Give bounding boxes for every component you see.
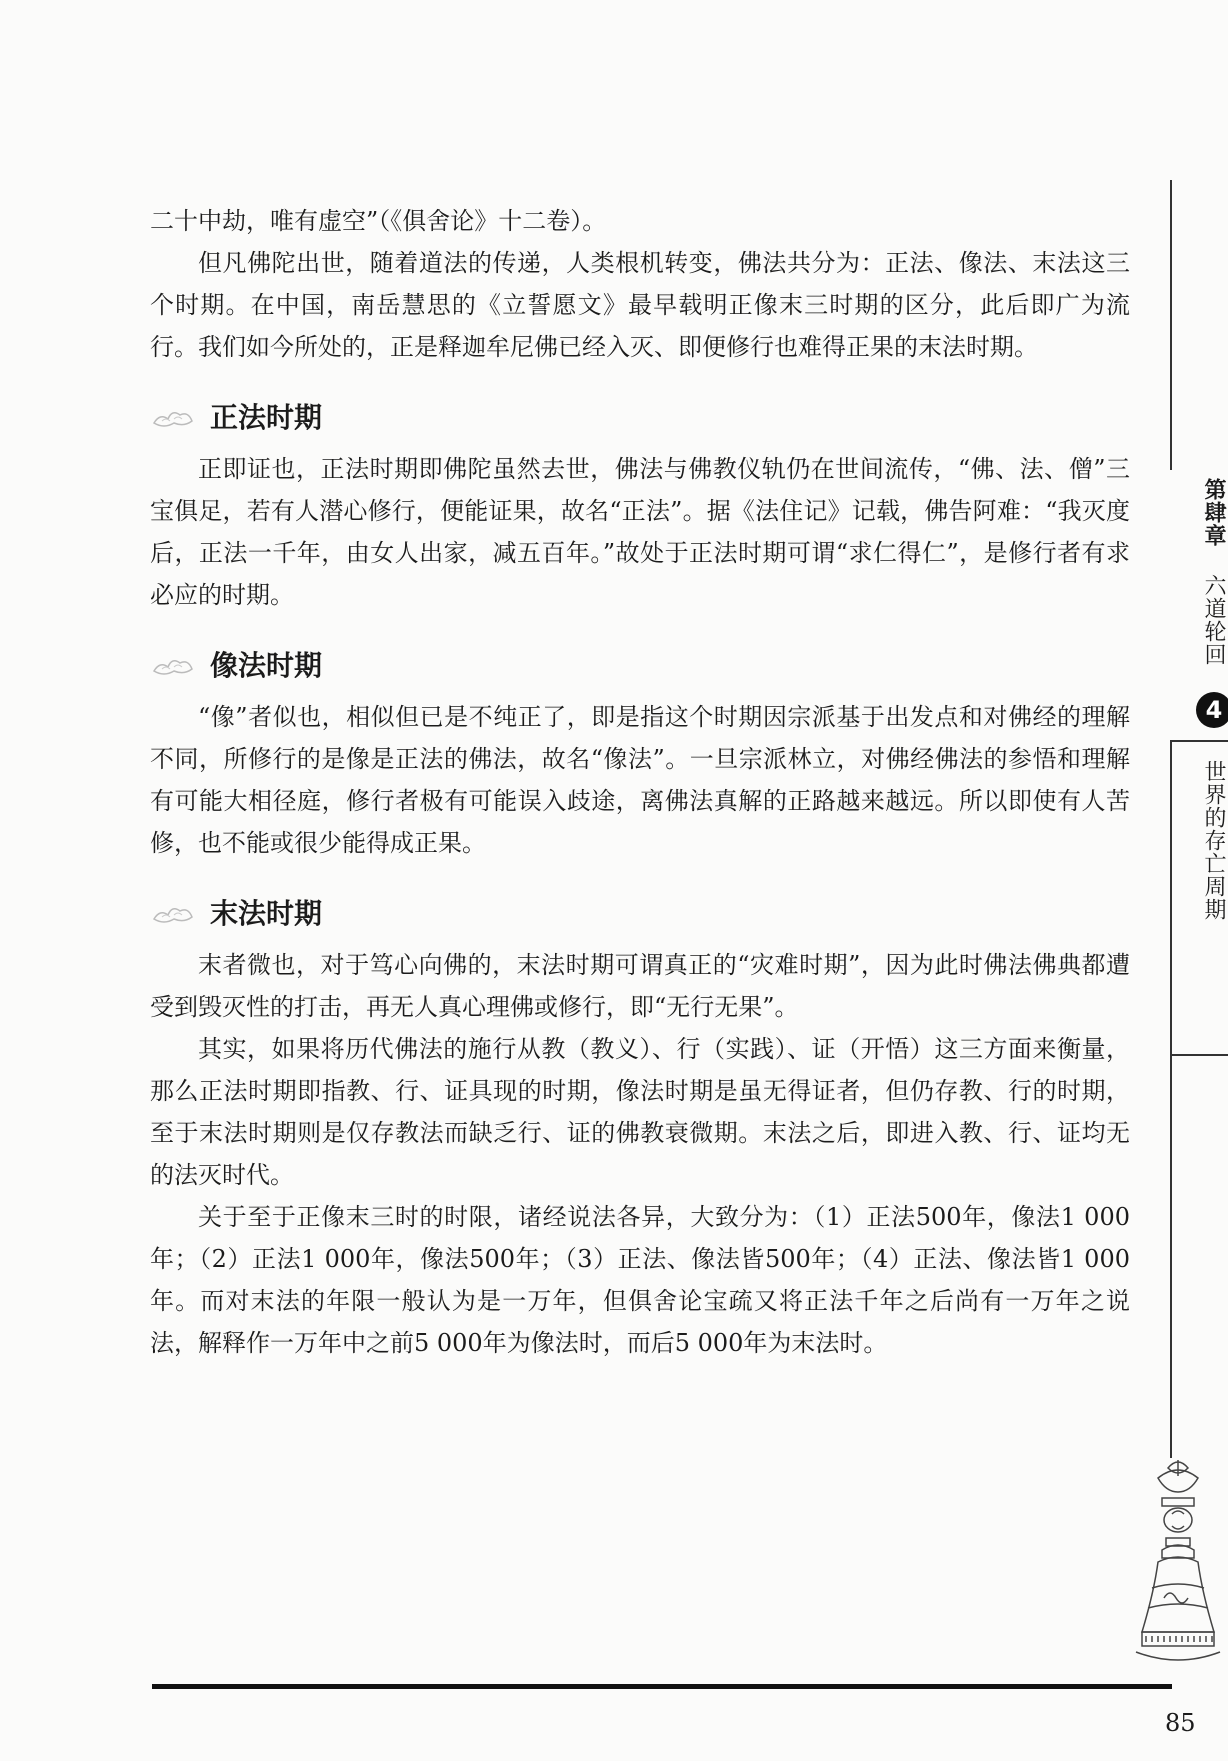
cloud-ornament-icon xyxy=(150,897,198,927)
section-heading-zhengfa xyxy=(150,394,1130,438)
intro-paragraph-1: 二十中劫，唯有虚空”（《俱舍论》十二卷）。 xyxy=(150,207,607,235)
section-paragraph: 正即证也，正法时期即佛陀虽然去世，佛法与佛教仪轨仍在世间流传，“佛、法、僧”三宝俱足，若有人潜心修行，便能证果，故名“正法”。据《法住记》记载，佛告阿难：“我灭度后，正法一千年，由女人出家，减五百年。”故处于正法时期可谓“求仁得仁”，是修行者有求必应的时期。 xyxy=(150,455,1130,609)
vajra-bell-icon xyxy=(1128,1458,1228,1678)
main-content xyxy=(150,200,1130,1364)
side-rule-middle xyxy=(1170,740,1172,1066)
section-heading-xiangfa xyxy=(150,642,1130,686)
cloud-ornament-icon xyxy=(150,401,198,431)
chapter-number-badge: 4 xyxy=(1196,692,1228,728)
section-paragraph: 关于至于正像末三时的时限，诸经说法各异，大致分为：（1）正法500年，像法1 000年；（2）正法1 000年，像法500年；（3）正法、像法皆500年；（4）正法、像法皆1 000年。而对末法的年限一般认为是一万年，但俱舍论宝疏又将正法千年之后尚有一万年之说法，解释作一万年中之前5 000年为像法时，而后5 000年为末法时。 xyxy=(150,1203,1130,1357)
side-rule-top xyxy=(1170,180,1172,470)
section-title: 正法时期 xyxy=(210,401,323,434)
side-divider-1 xyxy=(1170,740,1228,742)
section-title: 末法时期 xyxy=(210,897,323,930)
section-paragraph: “像”者似也，相似但已是不纯正了，即是指这个时期因宗派基于出发点和对佛经的理解不同，所修行的是像是正法的佛法，故名“像法”。一旦宗派林立，对佛经佛法的参悟和理解有可能大相径庭，修行者极有可能误入歧途，离佛法真解的正路越来越远。所以即使有人苦修，也不能或很少能得成正果。 xyxy=(150,703,1130,857)
section-heading-mofa xyxy=(150,890,1130,934)
section-paragraph: 其实，如果将历代佛法的施行从教（教义）、行（实践）、证（开悟）这三方面来衡量，那么正法时期即指教、行、证具现的时期，像法时期是虽无得证者，但仍存教、行的时期，至于末法时期则是仅存教法而缺乏行、证的佛教衰微期。末法之后，即进入教、行、证均无的法灭时代。 xyxy=(150,1035,1130,1189)
intro-paragraph-2: 但凡佛陀出世，随着道法的传递，人类根机转变，佛法共分为：正法、像法、末法这三个时期。在中国，南岳慧思的《立誓愿文》最早载明正像末三时期的区分，此后即广为流行。我们如今所处的，正是释迦牟尼佛已经入灭、即便修行也难得正果的末法时期。 xyxy=(150,249,1130,361)
section-paragraph: 末者微也，对于笃心向佛的，末法时期可谓真正的“灾难时期”，因为此时佛法佛典都遭受到毁灭性的打击，再无人真心理佛或修行，即“无行无果”。 xyxy=(150,951,1130,1021)
cloud-ornament-icon xyxy=(150,649,198,679)
chapter-title: 六道轮回 xyxy=(1201,574,1226,666)
side-divider-2 xyxy=(1170,1054,1228,1056)
chapter-label: 第肆章 xyxy=(1201,478,1226,547)
section-title: 像法时期 xyxy=(210,649,323,682)
page-number: 85 xyxy=(1165,1709,1196,1737)
section-title-vertical: 世界的存亡周期 xyxy=(1201,760,1226,921)
side-rule-bottom xyxy=(1170,1066,1172,1458)
footer-rule xyxy=(152,1684,1172,1689)
